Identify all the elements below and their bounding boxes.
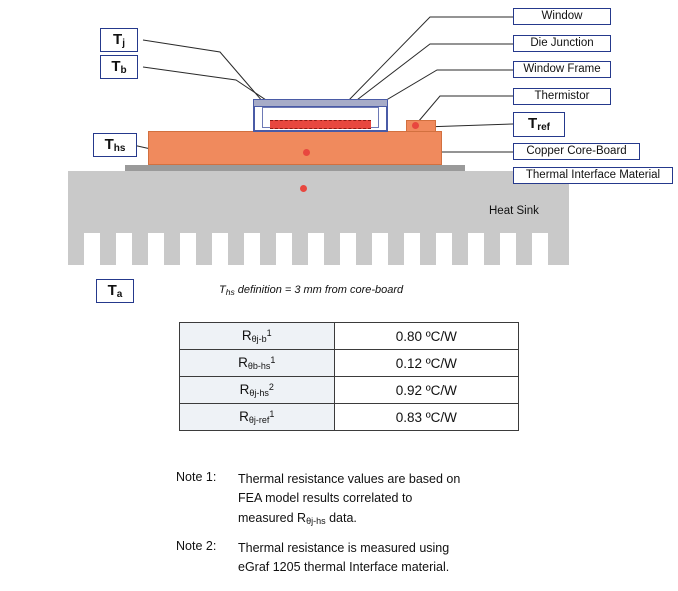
die-junction-dot <box>315 120 322 127</box>
thermistor-block <box>406 120 436 132</box>
leader-thermistor <box>418 96 513 122</box>
callout-copper-core-board <box>513 143 640 160</box>
fin-gap <box>84 233 100 265</box>
note-1-line-2: FEA model results correlated to <box>238 491 413 506</box>
note-1-line-3-post: data. <box>325 510 357 525</box>
callout-die-junction-label: Die Junction <box>530 36 594 49</box>
row2-symbol-sup: 2 <box>268 382 274 392</box>
label-ths <box>93 133 137 157</box>
row0-symbol-sup: 1 <box>266 328 272 338</box>
fin-gap <box>340 233 356 265</box>
callout-window-frame-label: Window Frame <box>523 62 601 75</box>
note-2 <box>176 539 596 578</box>
fin-gap <box>372 233 388 265</box>
fin-gap <box>116 233 132 265</box>
fin-gap <box>308 233 324 265</box>
table-row <box>180 404 519 431</box>
table-cell-symbol <box>180 377 335 404</box>
row3-symbol-base: R <box>239 409 249 424</box>
label-tj-base: T <box>113 30 123 48</box>
ths-note-rest: definition = 3 mm from core-board <box>234 284 404 296</box>
row1-symbol-base: R <box>238 355 248 370</box>
fin-gap <box>180 233 196 265</box>
table-cell-value: 0.83 ºC/W <box>334 404 518 431</box>
row0-symbol-base: R <box>241 328 252 343</box>
label-tj <box>100 28 138 52</box>
label-ths-base: T <box>104 135 114 153</box>
callout-thermal-interface-material <box>513 167 673 184</box>
leader-tref <box>424 124 513 127</box>
label-tb-base: T <box>111 57 121 75</box>
row0-symbol-sub: θj-b <box>251 334 267 344</box>
label-ta-sub: a <box>116 288 123 300</box>
label-tb-sub: b <box>120 64 127 76</box>
note-1-line-3 <box>238 509 596 529</box>
fin-gap <box>532 233 548 265</box>
table-row <box>180 377 519 404</box>
row3-symbol-sub: θj-ref <box>248 415 270 425</box>
label-tref-sub: ref <box>537 122 550 133</box>
callout-die-junction <box>513 35 611 52</box>
copper-core-board-layer <box>148 131 442 165</box>
fin-gap <box>436 233 452 265</box>
table-row <box>180 350 519 377</box>
label-tref <box>513 112 565 137</box>
callout-copper-core-board-label: Copper Core-Board <box>526 144 627 157</box>
row2-symbol-sub: θj-hs <box>249 388 269 398</box>
notes-block <box>176 470 596 587</box>
note-1-label: Note 1: <box>176 470 217 484</box>
fin-gap <box>468 233 484 265</box>
callout-window-frame <box>513 61 611 78</box>
table-cell-value: 0.92 ºC/W <box>334 377 518 404</box>
ths-dot <box>300 185 307 192</box>
fin-gap <box>276 233 292 265</box>
note-1 <box>176 470 596 529</box>
ths-note-prefix: T <box>219 284 226 296</box>
heat-sink-base <box>68 171 569 233</box>
label-tb <box>100 55 138 79</box>
window-layer <box>253 99 388 107</box>
table-cell-symbol <box>180 350 335 377</box>
row1-symbol-sup: 1 <box>270 355 276 365</box>
table-cell-value: 0.12 ºC/W <box>334 350 518 377</box>
callout-thermistor-label: Thermistor <box>534 89 590 102</box>
ths-definition-note <box>219 284 403 297</box>
row2-symbol-base: R <box>239 382 250 397</box>
table-cell-value: 0.80 ºC/W <box>334 323 518 350</box>
callout-thermistor <box>513 88 611 105</box>
ths-note-sub: hs <box>225 287 235 297</box>
note-1-line-3-pre: measured R <box>238 510 307 525</box>
heat-sink-label: Heat Sink <box>489 205 539 217</box>
note-2-line-2: eGraf 1205 thermal Interface material. <box>238 560 450 575</box>
thermal-interface-material-layer <box>125 165 465 171</box>
leader-window-frame <box>378 70 513 105</box>
table-cell-symbol <box>180 404 335 431</box>
callout-window-label: Window <box>541 9 583 22</box>
label-ta <box>96 279 134 303</box>
table-cell-symbol <box>180 323 335 350</box>
row3-symbol-sup: 1 <box>269 409 275 419</box>
note-1-line-1: Thermal resistance values are based on <box>238 472 461 486</box>
thermal-resistance-table <box>179 322 519 431</box>
note-2-line-1: Thermal resistance is measured using <box>238 540 450 555</box>
label-tref-base: T <box>528 115 538 132</box>
table-row <box>180 323 519 350</box>
callout-window <box>513 8 611 25</box>
fin-gap <box>244 233 260 265</box>
fin-gap <box>500 233 516 265</box>
thermistor-dot <box>412 122 419 129</box>
callout-tim-label: Thermal Interface Material <box>525 168 661 181</box>
note-1-line-3-sub: θj-hs <box>306 515 326 526</box>
fin-gap <box>212 233 228 265</box>
label-tj-sub: j <box>122 37 125 49</box>
tb-dot <box>303 149 310 156</box>
note-2-label: Note 2: <box>176 538 217 553</box>
fin-gap <box>404 233 420 265</box>
row1-symbol-sub: θb-hs <box>247 361 271 371</box>
label-ta-base: T <box>107 281 117 299</box>
fin-gap <box>148 233 164 265</box>
label-ths-sub: hs <box>113 142 126 154</box>
